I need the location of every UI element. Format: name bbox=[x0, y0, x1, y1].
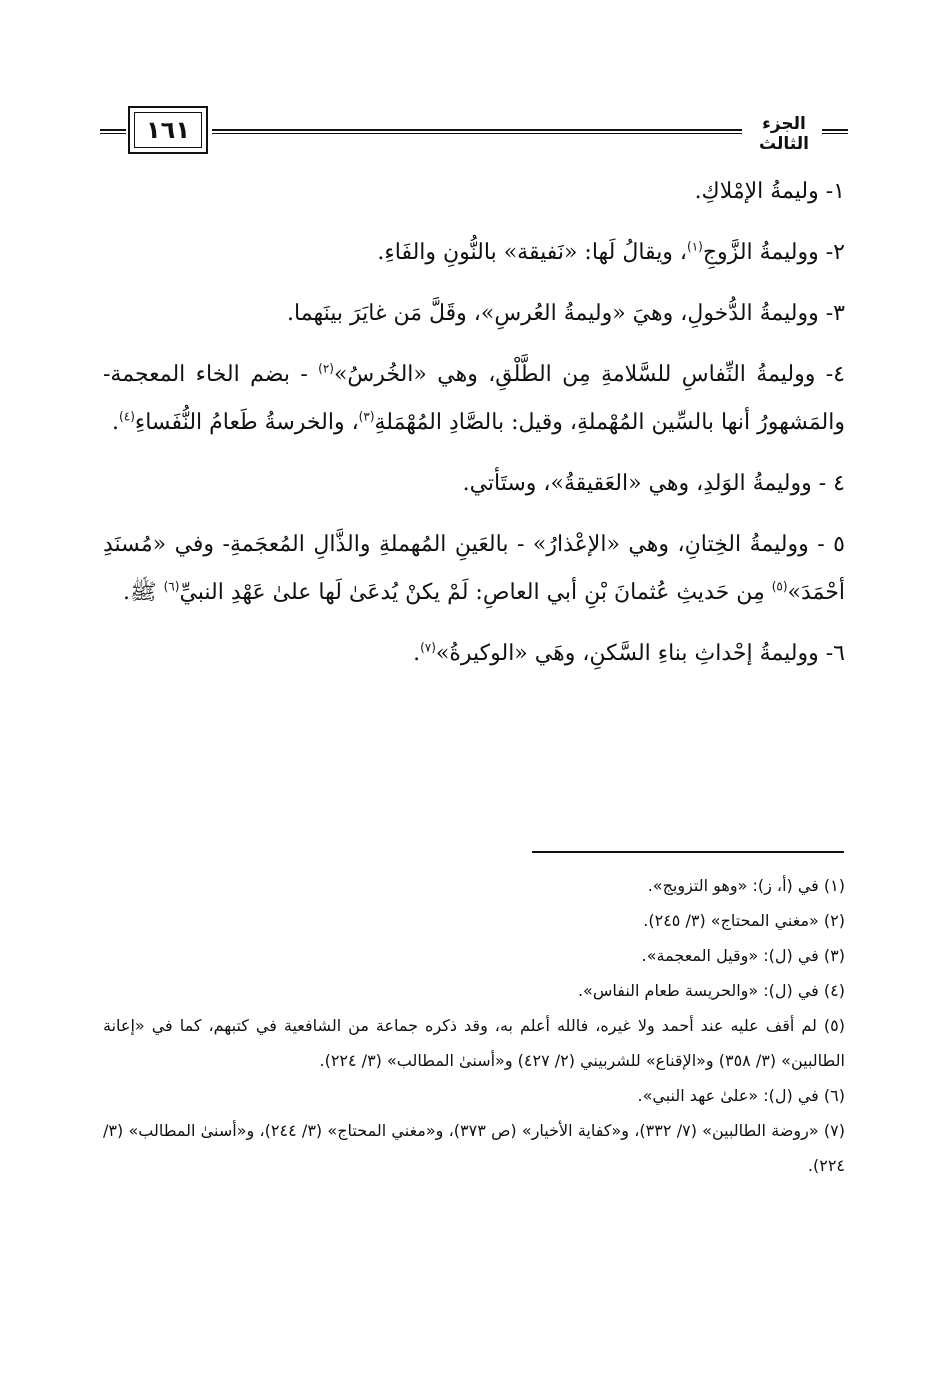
footnote-ref[interactable]: (١) bbox=[687, 239, 703, 254]
paragraph-1 bbox=[103, 168, 845, 216]
header-rule-left bbox=[100, 129, 126, 134]
footnote-6: (٦) في (ل): «علىٰ عهد النبي». bbox=[637, 1086, 845, 1105]
paragraph-3 bbox=[103, 290, 845, 338]
footnote-ref[interactable]: (٢) bbox=[318, 361, 334, 376]
paragraph-text: ٢- ووليمةُ الزَّوجِ bbox=[702, 240, 845, 265]
paragraph-text: ٤ - ووليمةُ الوَلدِ، وهي «العَقيقةُ»، وستَأتي. bbox=[462, 471, 845, 496]
paragraph-text: . bbox=[112, 410, 120, 435]
footnote-ref[interactable]: (٦) bbox=[163, 579, 180, 594]
footnote-ref[interactable]: (٤) bbox=[119, 409, 135, 424]
footnote-3: (٣) في (ل): «وقيل المعجمة». bbox=[641, 946, 845, 965]
paragraph-text: - بضم الخاء المعجمة- والمَشهورُ أنها بالسِّين المُهْملةِ، وقيل: بالصَّادِ المُهْمَلةِ bbox=[103, 362, 845, 435]
paragraph-text: مِن حَديثِ عُثمانَ بْنِ أبي العاصِ: لَمْ يكنْ يُدعَىٰ لَها علىٰ عَهْدِ النبيِّ bbox=[179, 580, 772, 605]
paragraph-text: ٤- ووليمةُ النِّفاسِ للسَّلامةِ مِن الطَّلْقِ، وهي «الخُرسُ» bbox=[333, 362, 845, 387]
paragraph-text: ﷺ. bbox=[123, 580, 164, 605]
header-rule-right bbox=[822, 129, 848, 134]
page-number-frame bbox=[128, 106, 208, 154]
paragraph-text: ، ويقالُ لَها: «نَفيقة» بالنُّونِ والفَاءِ. bbox=[377, 240, 688, 265]
footnotes bbox=[103, 868, 845, 1183]
paragraph-text: ٣- ووليمةُ الدُّخولِ، وهيَ «وليمةُ العُرسِ»، وقَلَّ مَن غايَرَ بينَهما. bbox=[287, 301, 845, 326]
paragraph-text: ١- وليمةُ الإمْلاكِ. bbox=[694, 179, 845, 204]
footnote-separator bbox=[532, 851, 844, 853]
paragraph-text: ٥ - ووليمةُ الخِتانِ، وهي «الإعْذارُ» - بالعَينِ المُهملةِ والذَّالِ المُعجَمةِ- وفي «مُسنَدِ أحْمَدَ» bbox=[103, 532, 845, 605]
page-number: ١٦١ bbox=[146, 116, 190, 144]
page-header bbox=[100, 104, 848, 160]
paragraph-2 bbox=[103, 229, 845, 277]
paragraph-6 bbox=[103, 521, 845, 617]
footnote-ref[interactable]: (٧) bbox=[420, 640, 436, 655]
header-rule-middle bbox=[212, 129, 742, 134]
footnote-ref[interactable]: (٣) bbox=[358, 409, 375, 424]
running-head: الجزء الثالث bbox=[759, 114, 809, 154]
paragraph-4 bbox=[103, 351, 845, 447]
paragraph-5 bbox=[103, 460, 845, 508]
footnote-4: (٤) في (ل): «والحريسة طعام النفاس». bbox=[577, 981, 845, 1000]
footnote-7: (٧) «روضة الطالبين» (٧/ ٣٣٢)، و«كفاية الأخيار» (ص ٣٧٣)، و«مغني المحتاج» (٣/ ٢٤٤)، و«أسنىٰ المطالب» (٣/ ٢٢٤). bbox=[103, 1121, 846, 1175]
footnote-2: (٢) «مغني المحتاج» (٣/ ٢٤٥). bbox=[643, 911, 845, 930]
paragraph-7 bbox=[103, 630, 845, 678]
footnote-5: (٥) لم أقف عليه عند أحمد ولا غيره، فالله أعلم به، وقد ذكره جماعة من الشافعية في كتبهم، كما في «إعانة الطالبين» (٣/ ٣٥٨) و«الإقناع» للشربيني (٢/ ٤٢٧) و«أسنىٰ المطالب» (٣/ ٢٢٤). bbox=[103, 1016, 845, 1070]
main-text bbox=[103, 168, 845, 678]
footnote-1: (١) في (أ، ز): «وهو التزويج». bbox=[647, 876, 845, 895]
paragraph-text: . bbox=[413, 641, 421, 666]
paragraph-text: ، والخرسةُ طَعامُ النُّفَساءِ bbox=[134, 410, 359, 435]
footnote-ref[interactable]: (٥) bbox=[771, 579, 788, 594]
paragraph-text: ٦- ووليمةُ إحْداثِ بناءِ السَّكنِ، وهَي «الوكيرةُ» bbox=[435, 641, 845, 666]
